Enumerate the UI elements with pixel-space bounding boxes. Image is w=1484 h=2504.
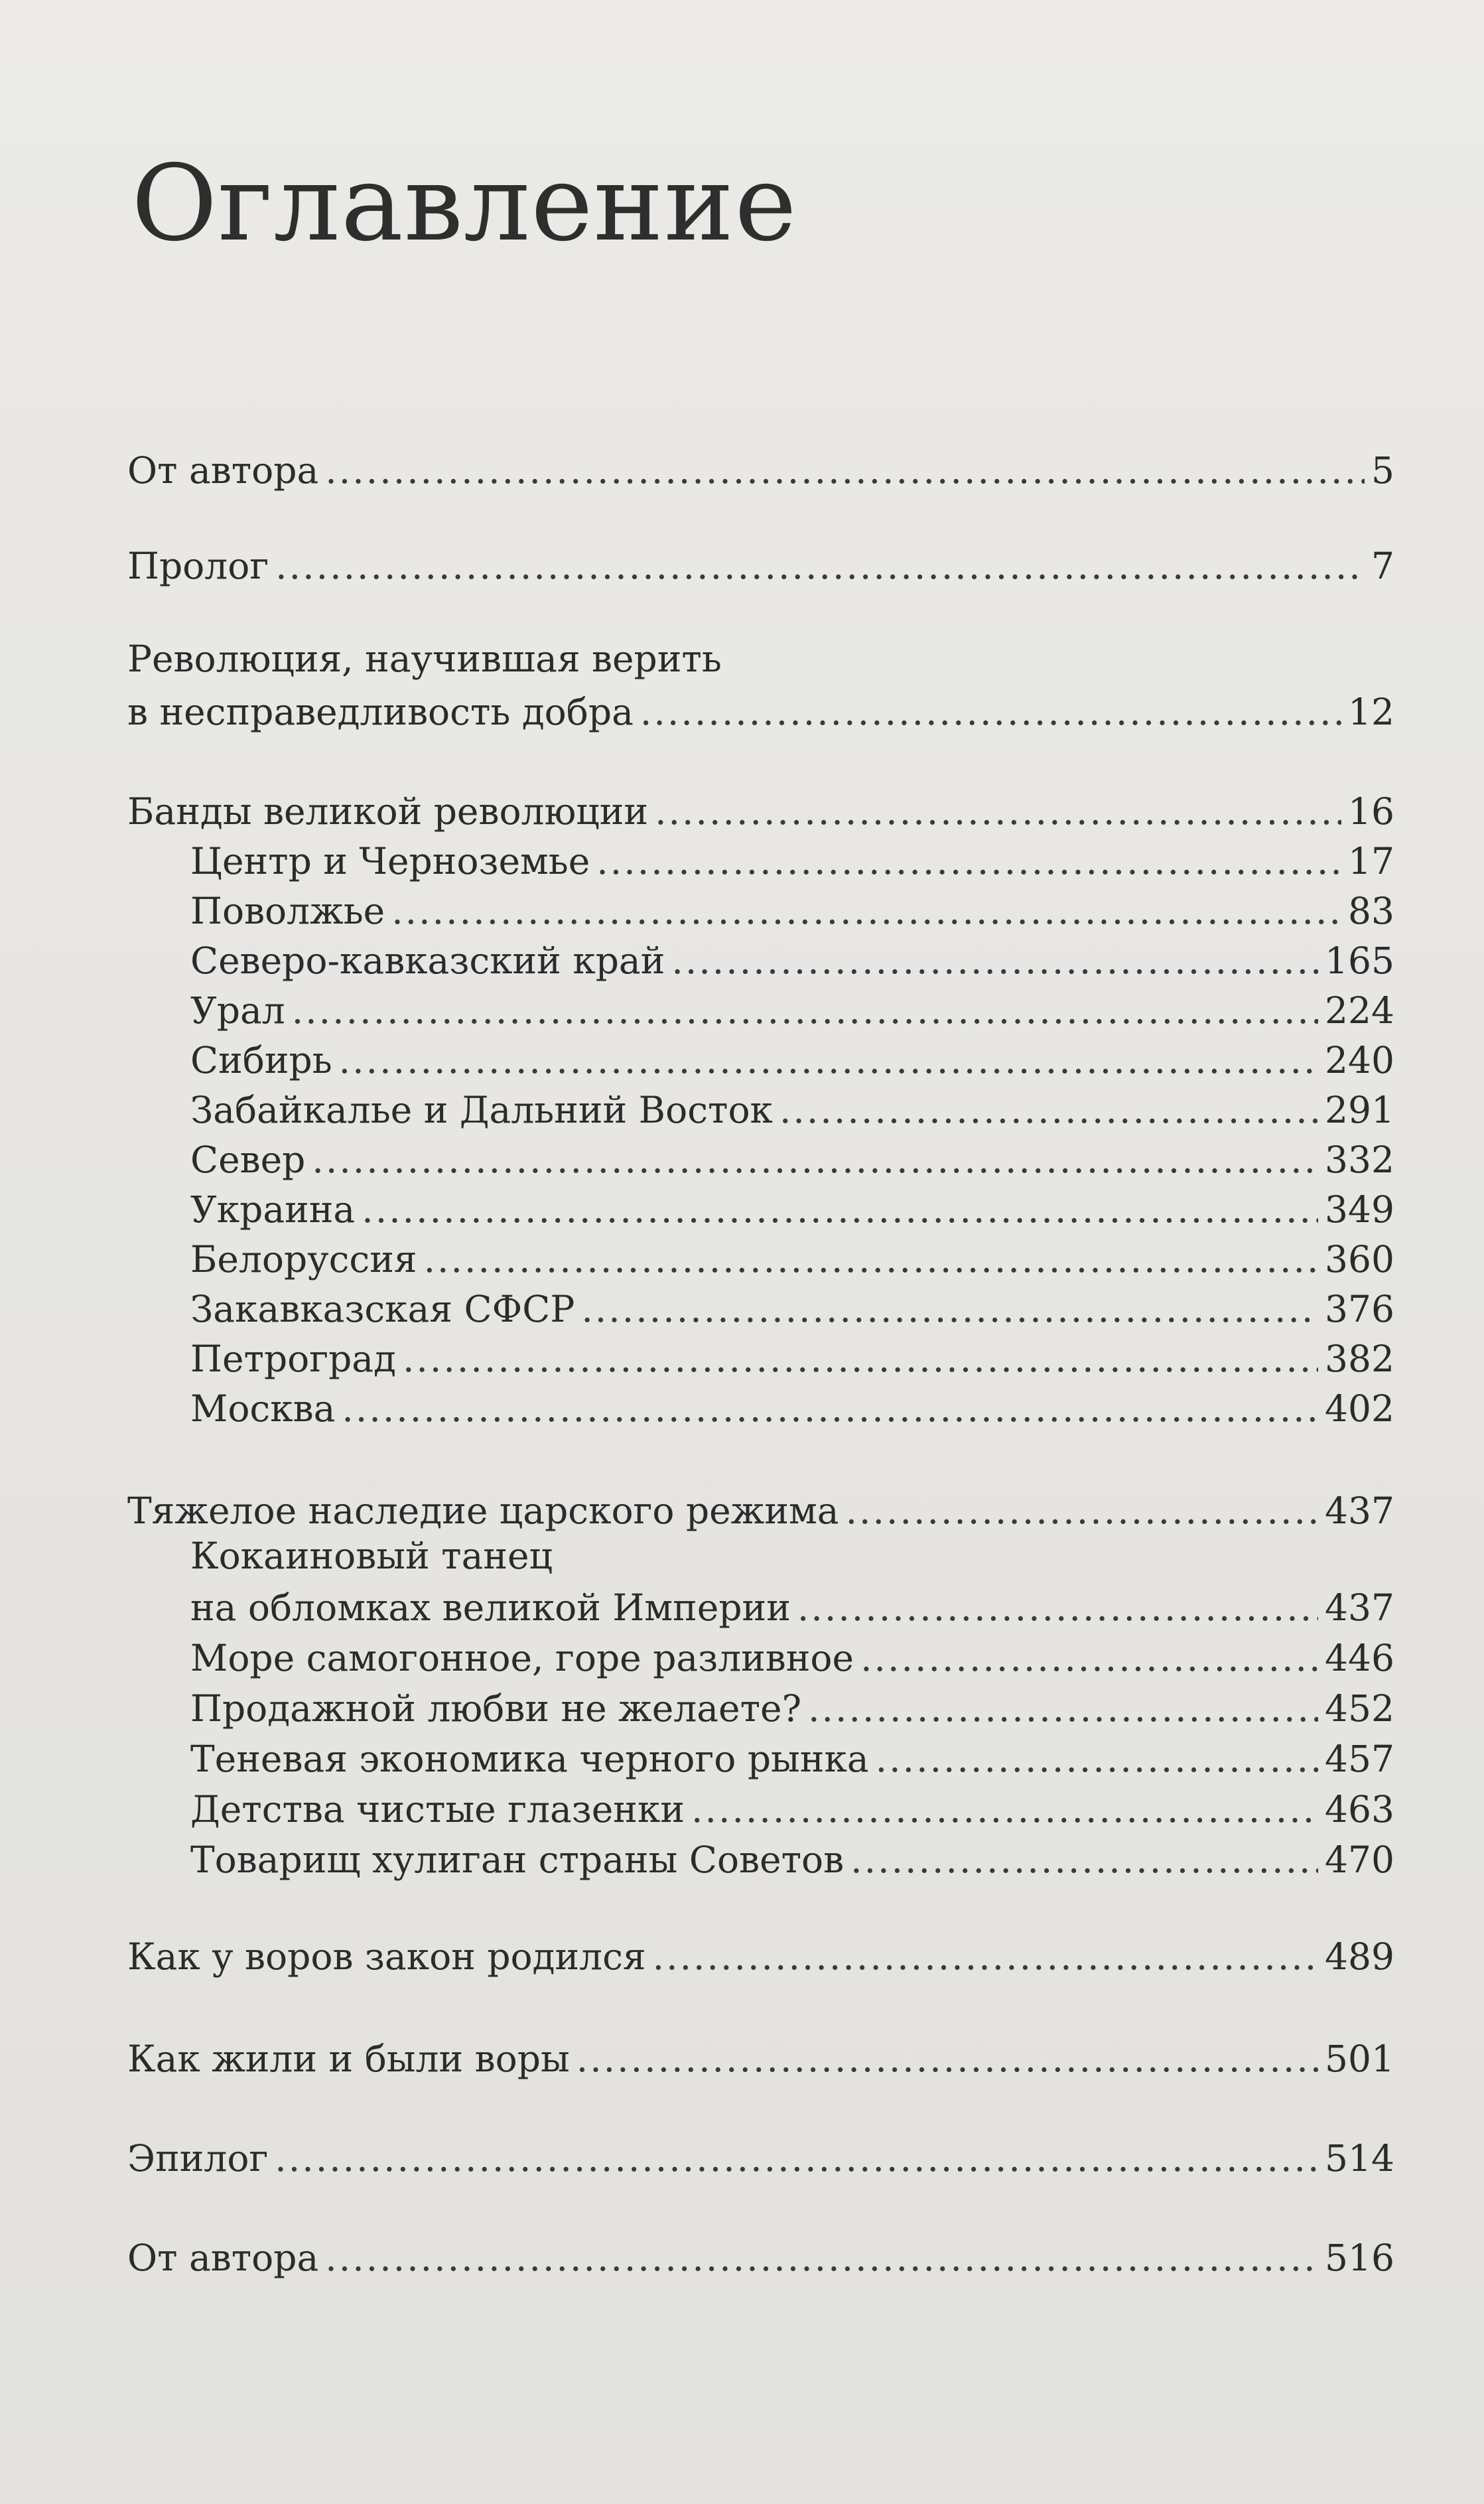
toc-entry-label: Белоруссия [190,1238,417,1281]
dot-leader [860,1640,1318,1677]
toc-entry [127,1490,1394,1532]
toc-entry [127,2137,1394,2180]
dot-leader [275,548,1365,585]
toc-entry-label: Сибирь [190,1039,332,1081]
dot-leader [292,993,1318,1029]
toc-page-number: 470 [1325,1839,1394,1881]
toc-subentry [190,1738,1394,1780]
toc-entry [127,790,1394,833]
toc-entry-label: на обломках великой Империи [190,1586,791,1629]
toc-subentry [190,1188,1394,1231]
toc-entry-label: в несправедливость добра [127,691,634,733]
toc-page-number: 291 [1325,1089,1394,1131]
dot-leader [339,1042,1318,1079]
toc-page-number: 17 [1348,840,1394,882]
dot-leader [275,2140,1318,2177]
toc-entry-label: Север [190,1139,306,1181]
toc-subentry [190,989,1394,1032]
toc-page-number: 5 [1371,449,1394,492]
toc-page-number: 457 [1325,1738,1394,1780]
dot-leader [391,893,1341,930]
toc-subentry [190,1039,1394,1081]
toc-page-number: 402 [1325,1387,1394,1430]
toc-page-number: 489 [1325,1935,1394,1978]
toc-entry-label-line1: Революция, научившая верить [127,638,722,680]
toc-entry-label: Центр и Черноземье [190,840,590,882]
toc-subentry [190,1839,1394,1881]
dot-leader [691,1791,1318,1828]
toc-entry-label: Банды великой революции [127,790,649,833]
toc-subentry [190,1687,1394,1730]
toc-subentry [190,1238,1394,1281]
toc-entry-label: Поволжье [190,890,385,932]
toc-entry-label: Пролог [127,545,269,587]
toc-page-number: 514 [1325,2137,1394,2180]
toc-page-number: 165 [1325,939,1394,982]
toc-entry-label: От автора [127,2237,319,2279]
toc-subentry [190,1139,1394,1181]
toc-page-number: 437 [1325,1490,1394,1532]
dot-leader [312,1142,1318,1178]
toc-page-number: 349 [1325,1188,1394,1231]
toc-subentry [190,1387,1394,1430]
toc-page-number: 437 [1325,1586,1394,1629]
toc-page-number: 332 [1325,1139,1394,1181]
toc-page-number: 376 [1325,1288,1394,1330]
toc-subentry [190,1288,1394,1330]
toc-entry [127,2237,1394,2279]
dot-leader [653,1939,1318,1975]
toc-page-number: 452 [1325,1687,1394,1730]
toc-subentry [190,840,1394,882]
toc-page-number: 463 [1325,1788,1394,1831]
dot-leader [808,1691,1318,1727]
toc-subentry [190,1338,1394,1380]
dot-leader [797,1590,1318,1626]
toc-page-number: 7 [1371,545,1394,587]
toc-entry-label: От автора [127,449,319,492]
dot-leader [325,452,1365,489]
toc-entry-label-line1: Кокаиновый танец [190,1535,553,1577]
dot-leader [655,794,1341,830]
dot-leader [779,1092,1318,1129]
toc-page-number: 360 [1325,1238,1394,1281]
toc-subentry [190,890,1394,932]
toc-entry-label: Урал [190,989,285,1032]
toc-entry-label: Забайкалье и Дальний Восток [190,1089,773,1131]
dot-leader [581,1291,1318,1328]
toc-entry-label: Как у воров закон родился [127,1935,646,1978]
toc-entry-label: Детства чистые глазенки [190,1788,685,1831]
dot-leader [403,1341,1318,1377]
toc-entry-label: Северо-кавказский край [190,939,665,982]
toc-entry-label: Товарищ хулиган страны Советов [190,1839,844,1881]
toc-entry-label: Как жили и были воры [127,2038,570,2080]
toc-entry [127,545,1394,587]
dot-leader [342,1391,1318,1427]
toc-entry [127,1935,1394,1978]
toc-entry-label: Украина [190,1188,356,1231]
dot-leader [640,694,1341,730]
dot-leader [876,1741,1318,1777]
toc-entry-label: Москва [190,1387,336,1430]
dot-leader [596,843,1341,880]
toc-subentry [190,1586,1394,1629]
toc-entry [127,2038,1394,2080]
dot-leader [325,2240,1318,2276]
toc-page-number: 83 [1348,890,1394,932]
dot-leader [671,943,1318,979]
toc-subentry [190,939,1394,982]
toc-entry [127,449,1394,492]
toc-page-number: 240 [1325,1039,1394,1081]
toc-entry [127,691,1394,733]
dot-leader [362,1192,1318,1228]
toc-page-number: 446 [1325,1637,1394,1679]
dot-leader [850,1842,1318,1878]
page-title: Оглавление [131,143,797,265]
dot-leader [846,1493,1318,1529]
toc-page-number: 224 [1325,989,1394,1032]
toc-entry-label: Эпилог [127,2137,269,2180]
dot-leader [424,1241,1318,1278]
toc-page-number: 501 [1325,2038,1394,2080]
toc-entry-label: Теневая экономика черного рынка [190,1738,869,1780]
toc-entry-label: Море самогонное, горе разливное [190,1637,854,1679]
toc-entry-label: Петроград [190,1338,396,1380]
toc-page-number: 12 [1348,691,1394,733]
toc-page-number: 516 [1325,2237,1394,2279]
toc-subentry [190,1089,1394,1131]
toc-page-number: 382 [1325,1338,1394,1380]
toc-subentry [190,1637,1394,1679]
dot-leader [576,2041,1318,2077]
toc-entry-label: Закавказская СФСР [190,1288,575,1330]
toc-subentry [190,1788,1394,1831]
toc-entry-label: Продажной любви не желаете? [190,1687,802,1730]
toc-page-number: 16 [1348,790,1394,833]
toc-entry-label: Тяжелое наследие царского режима [127,1490,839,1532]
